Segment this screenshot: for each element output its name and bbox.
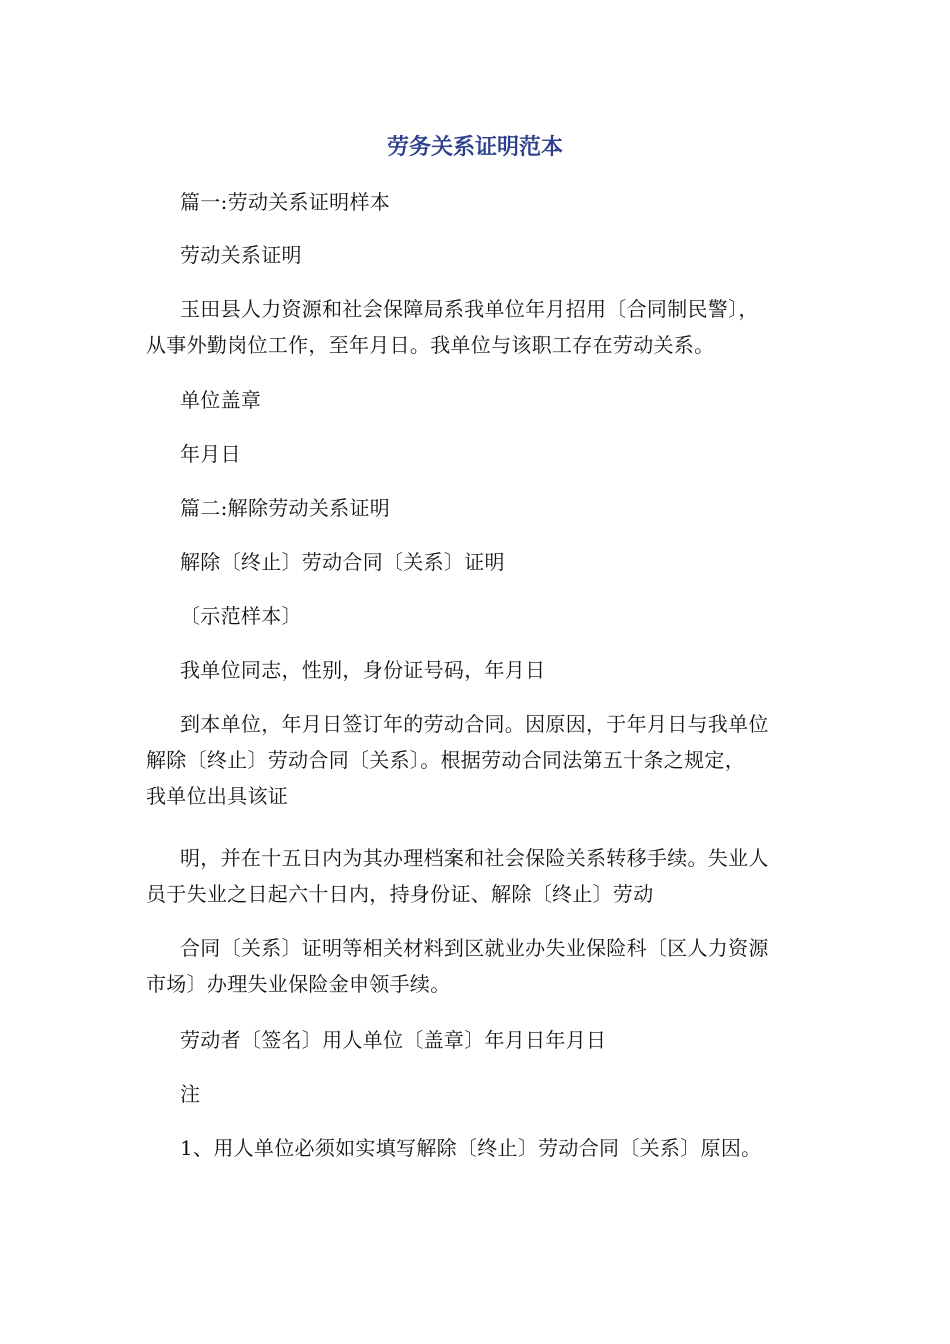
paragraph-section-two-heading (146, 490, 810, 526)
text-line: 〔示范样本〕 (180, 604, 302, 628)
paragraph-section-one-heading (146, 184, 810, 220)
text-line: 我单位出具该证 (146, 784, 289, 808)
text-line: 合同〔关系〕证明等相关材料到区就业办失业保险科〔区人力资源 (180, 936, 769, 960)
paragraph-unit-seal (146, 382, 810, 418)
text-line: 解除〔终止〕劳动合同〔关系〕证明 (180, 550, 505, 574)
text-line: 解除〔终止〕劳动合同〔关系〕。根据劳动合同法第五十条之规定， (146, 748, 745, 772)
text-line: 市场〕办理失业保险金申领手续。 (146, 972, 451, 996)
text-line: 篇二:解除劳动关系证明 (180, 496, 391, 520)
text-line: 员于失业之日起六十日内，持身份证、解除〔终止〕劳动 (146, 882, 654, 906)
paragraph-signatures (146, 1022, 810, 1058)
text-line: 劳动关系证明 (180, 243, 302, 267)
document-title: 劳务关系证明范本 (386, 135, 563, 160)
text-line: 从事外勤岗位工作，至年月日。我单位与该职工存在劳动关系。 (146, 333, 715, 357)
text-line: 明，并在十五日内为其办理档案和社会保险关系转移手续。失业人 (180, 846, 769, 870)
paragraph-contract-termination (146, 706, 810, 814)
paragraph-note-heading (146, 1076, 810, 1112)
paragraph-sample-note (146, 598, 810, 634)
text-line: 年月日 (180, 442, 241, 466)
paragraph-employee-info (146, 652, 810, 688)
paragraph-transfer-procedures (146, 840, 810, 912)
text-line: 注 (180, 1082, 201, 1106)
paragraph-certificate-title (146, 237, 810, 273)
paragraph-termination-title (146, 544, 810, 580)
paragraph-date (146, 436, 810, 472)
text-line: 1、用人单位必须如实填写解除〔终止〕劳动合同〔关系〕原因。 (180, 1136, 762, 1160)
text-line: 玉田县人力资源和社会保障局系我单位年月招用〔合同制民警〕， (180, 297, 759, 321)
paragraph-unemployment-insurance (146, 930, 810, 1002)
text-line: 我单位同志，性别，身份证号码，年月日 (180, 658, 546, 682)
text-line: 劳动者〔签名〕用人单位〔盖章〕年月日年月日 (180, 1028, 607, 1052)
paragraph-employment-statement (146, 291, 810, 363)
text-line: 篇一:劳动关系证明样本 (180, 190, 391, 214)
text-line: 单位盖章 (180, 388, 262, 412)
text-line: 到本单位，年月日签订年的劳动合同。因原因，于年月日与我单位 (180, 712, 769, 736)
paragraph-note-one (146, 1130, 810, 1166)
